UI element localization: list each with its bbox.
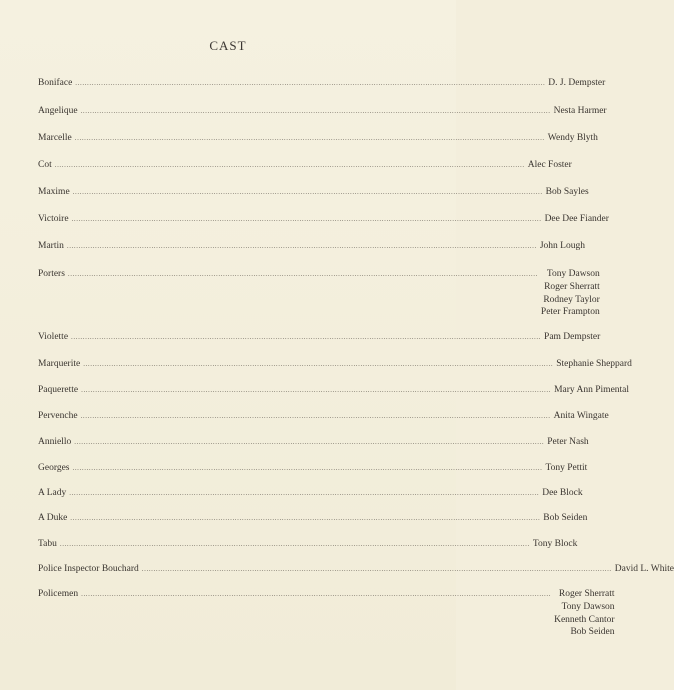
leader-dots: ........................................................................................................................................................................................................ xyxy=(67,270,538,278)
actor-name: Pam Dempster xyxy=(544,332,601,342)
actor-list xyxy=(541,331,600,344)
actor-list xyxy=(553,358,632,371)
leader-dots: ........................................................................................................................................................................................................ xyxy=(141,565,612,573)
actor-list xyxy=(544,436,588,449)
role-name: Paquerette xyxy=(38,385,79,395)
role-name: Maxime xyxy=(38,187,70,197)
actor-list xyxy=(543,186,589,199)
cast-row xyxy=(38,240,585,253)
cast-row xyxy=(38,512,588,525)
leader-dots: ........................................................................................................................................................................................................ xyxy=(69,489,540,497)
actor-name: Nesta Harmer xyxy=(553,106,607,116)
actor-name: Tony Dawson xyxy=(561,601,615,612)
actor-name: Peter Nash xyxy=(547,437,589,447)
actor-list xyxy=(545,132,598,145)
cast-heading: CAST xyxy=(209,38,247,53)
role-name: Marquerite xyxy=(38,359,81,369)
actor-list xyxy=(551,410,609,423)
actor-name: Tony Dawson xyxy=(546,269,600,279)
actor-name: Anita Wingate xyxy=(553,411,609,421)
leader-dots: ........................................................................................................................................................................................................ xyxy=(80,412,551,420)
leader-dots: ........................................................................................................................................................................................................ xyxy=(70,514,541,522)
cast-row xyxy=(38,436,589,449)
leader-dots: ........................................................................................................................................................................................................ xyxy=(81,386,552,394)
actor-name: Bob Seiden xyxy=(543,513,588,523)
leader-dots: ........................................................................................................................................................................................................ xyxy=(72,464,543,472)
actor-list xyxy=(542,462,587,475)
leader-dots: ........................................................................................................................................................................................................ xyxy=(74,134,545,142)
leader-dots: ........................................................................................................................................................................................................ xyxy=(71,215,542,223)
actor-name: D. J. Dempster xyxy=(548,78,606,88)
actor-list xyxy=(537,240,585,253)
cast-row xyxy=(38,331,601,344)
actor-name: Roger Sherratt xyxy=(558,589,615,599)
actor-list xyxy=(612,563,674,576)
role-name: Violette xyxy=(38,332,69,342)
cast-row xyxy=(38,563,674,576)
role-name: Tabu xyxy=(38,539,57,549)
cast-row xyxy=(38,159,572,172)
role-name: Marcelle xyxy=(38,133,72,143)
role-name: Anniello xyxy=(38,437,72,447)
role-name: Victoire xyxy=(38,214,69,224)
actor-name: Bob Seiden xyxy=(570,627,615,638)
cast-row xyxy=(38,358,632,371)
role-name: A Duke xyxy=(38,513,68,523)
cast-row xyxy=(38,132,598,145)
leader-dots: ........................................................................................................................................................................................................ xyxy=(83,360,554,368)
actor-name: Tony Block xyxy=(532,539,578,549)
cast-row xyxy=(38,105,607,118)
actor-list xyxy=(539,487,582,500)
cast-row xyxy=(38,487,583,500)
actor-list xyxy=(551,105,607,118)
actor-name: Dee Dee Fiander xyxy=(544,214,609,224)
actor-name: Dee Block xyxy=(542,488,583,498)
leader-dots: ........................................................................................................................................................................................................ xyxy=(75,79,546,87)
leader-dots: ........................................................................................................................................................................................................ xyxy=(59,540,530,548)
leader-dots: ........................................................................................................................................................................................................ xyxy=(81,590,552,598)
actor-list xyxy=(538,268,600,319)
cast-row xyxy=(38,77,606,90)
cast-row xyxy=(38,462,588,475)
cast-row xyxy=(38,268,600,319)
role-name: Martin xyxy=(38,241,64,251)
leader-dots: ........................................................................................................................................................................................................ xyxy=(72,188,543,196)
cast-row xyxy=(38,213,609,226)
role-name: Porters xyxy=(38,269,65,279)
actor-name: John Lough xyxy=(539,241,585,251)
actor-name: David L. White xyxy=(614,564,674,574)
leader-dots: ........................................................................................................................................................................................................ xyxy=(80,107,551,115)
leader-dots: ........................................................................................................................................................................................................ xyxy=(66,242,537,250)
role-name: A Lady xyxy=(38,488,67,498)
role-name: Police Inspector Bouchard xyxy=(38,564,139,574)
actor-list xyxy=(525,159,572,172)
role-name: Policemen xyxy=(38,589,79,599)
actor-list xyxy=(542,213,609,226)
leader-dots: ........................................................................................................................................................................................................ xyxy=(74,438,545,446)
actor-name: Tony Pettit xyxy=(545,463,588,473)
actor-list xyxy=(545,77,605,90)
actor-name: Peter Frampton xyxy=(540,307,600,318)
leader-dots: ........................................................................................................................................................................................................ xyxy=(54,161,525,169)
cast-row xyxy=(38,186,589,199)
role-name: Boniface xyxy=(38,78,73,88)
role-name: Cot xyxy=(38,160,52,170)
actor-list xyxy=(551,384,629,397)
cast-row xyxy=(38,538,578,551)
actor-name: Wendy Blyth xyxy=(547,133,598,143)
actor-list xyxy=(551,588,614,639)
cast-row xyxy=(38,410,609,423)
actor-name: Rodney Taylor xyxy=(543,294,600,305)
actor-name: Mary Ann Pimental xyxy=(554,385,630,395)
cast-row xyxy=(38,588,615,639)
leader-dots: ........................................................................................................................................................................................................ xyxy=(71,333,542,341)
cast-row xyxy=(38,384,630,397)
actor-list xyxy=(530,538,577,551)
actor-name: Bob Sayles xyxy=(545,187,589,197)
role-name: Georges xyxy=(38,463,70,473)
actor-name: Alec Foster xyxy=(527,160,572,170)
role-name: Angelique xyxy=(38,106,78,116)
actor-name: Stephanie Sheppard xyxy=(556,359,632,369)
role-name: Pervenche xyxy=(38,411,78,421)
actor-name: Kenneth Cantor xyxy=(554,614,615,625)
actor-name: Roger Sherratt xyxy=(544,281,600,292)
actor-list xyxy=(540,512,587,525)
